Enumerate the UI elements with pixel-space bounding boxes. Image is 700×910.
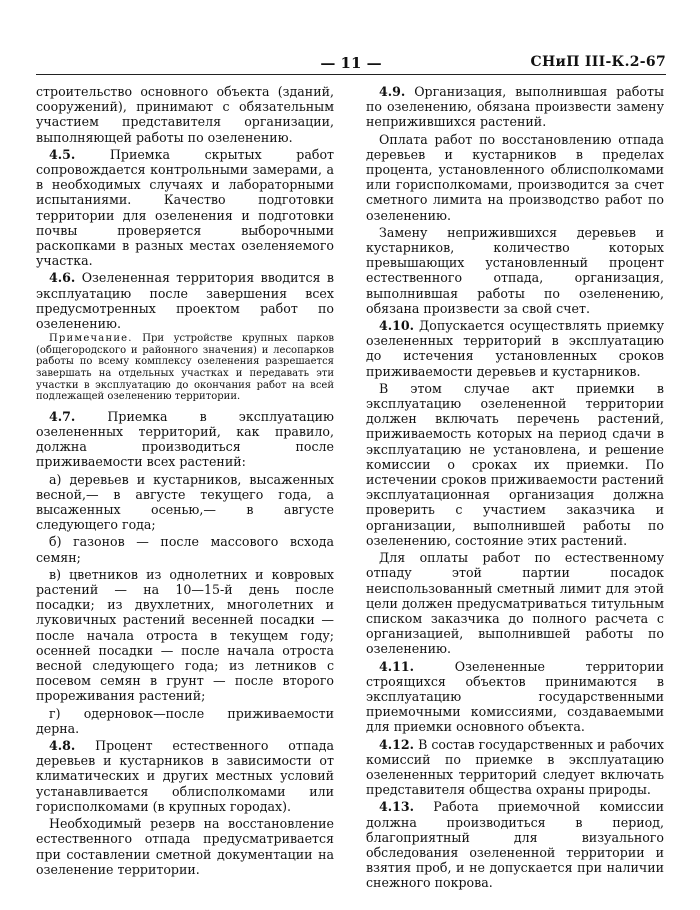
section-text: Процент естественного отпада деревьев и кустарников в зависимости от климатических и других местных условий устанавливается облисполкомами или горисполкомами (в крупных городах). <box>36 738 334 814</box>
section-4-13 <box>366 799 664 890</box>
section-text: Допускается осуществлять приемку озелененных территорий в эксплуатацию до истечения установленных сроков приживаемости деревьев и кустарников. <box>366 318 664 379</box>
section-number: 4.9. <box>379 84 406 99</box>
section-text: Озелененная территория вводится в эксплуатацию после завершения всех предусмотренных проектом работ по озеленению. <box>36 270 334 332</box>
section-number: 4.10. <box>379 318 415 334</box>
section-4-7 <box>36 409 334 470</box>
paragraph-unused-limit: Для оплаты работ по естественному отпаду этой партии посадок неиспользованный сметный лимит для этой цели должен предусматриваться титульным списком заказчика до полного расчета с организацией, выполнившей работы по озеленению. <box>366 550 664 657</box>
note-block <box>36 333 334 403</box>
section-4-9 <box>366 84 664 130</box>
section-number: 4.6. <box>49 270 76 286</box>
section-text: Работа приемочной комиссии должна производиться в период, благоприятный для визуального обследования озелененной территории и взятия проб, и не допускается при наличии снежного покрова. <box>366 799 664 891</box>
section-text: В состав государственных и рабочих комиссий по приемке в эксплуатацию озелененных территорий следует включать представителя общества охраны природы. <box>366 736 664 798</box>
paragraph-continued <box>36 84 334 145</box>
paragraph-replacement: Замену неприжившихся деревьев и кустарников, количество которых превышающих установленный процент естественного отпада, организация, выполнившая работы по озеленению, обязана произвести за свой счет. <box>366 224 664 316</box>
section-text: Озелененные территории строящихся объектов принимаются в эксплуатацию государственными приемочными комиссиями, создаваемыми для приемки основного объекта. <box>366 658 664 735</box>
section-number: 4.5. <box>49 146 76 162</box>
paragraph-payment: Оплата работ по восстановлению отпада деревьев и кустарников в пределах процента, установленного облисполкомами или горисполкомами, производится за счет сметного лимита на производство работ по озеленению. <box>366 131 664 223</box>
section-4-12 <box>366 737 664 798</box>
list-item-b: б) газонов — после массового всхода семян; <box>36 534 334 565</box>
note-label: Примечание. <box>49 333 133 345</box>
page-header <box>36 52 666 75</box>
section-text: Организация, выполнившая работы по озеленению, обязана произвести замену неприжившихся растений. <box>366 84 664 130</box>
section-4-8 <box>36 738 334 814</box>
document-code: СНиП III-К.2-67 <box>530 54 666 70</box>
note-text: При устройстве крупных парков (общегородского и районного значения) и лесопарков работы по всему комплексу озеленения разрешается завершать на отдельных участках и передавать эти участки в эксплуатацию до окончания работ на всей подлежащей озеленению территории. <box>36 333 334 403</box>
paragraph-text: строительство основного объекта (зданий, сооружений), принимают с обязательным участием представителя организации, выполняющей работы по озеленению. <box>36 84 334 145</box>
section-number: 4.13. <box>379 799 415 815</box>
section-number: 4.11. <box>379 658 415 674</box>
section-text: Приемка скрытых работ сопровождается контрольными замерами, а в необходимых случаях и лабораторными испытаниями. Качество подготовки территории для озеленения и подготовки почвы проверяется выборочными раскопками в разных местах озеленяемого участка. <box>36 146 334 269</box>
list-item-a: а) деревьев и кустарников, высаженных весной,— в августе текущего года, а высаженных осенью,— в августе следующего года; <box>36 471 334 533</box>
section-4-5 <box>36 147 334 269</box>
paragraph-act: В этом случае акт приемки в эксплуатацию озелененной территории должен включать перечень растений, приживаемость которых на период сдачи в эксплуатацию не установлена, и решение комиссии о сроках их приемки. По истечении сроков приживаемости растений эксплуатационная организация должна проверить с участием заказчика и организации, выполнившей работы по озеленению, состояние этих растений. <box>366 380 664 548</box>
left-column <box>36 84 334 879</box>
section-4-11 <box>366 659 664 735</box>
section-4-6 <box>36 270 334 331</box>
page-number: — 11 — <box>320 54 382 72</box>
section-number: 4.12. <box>379 736 415 752</box>
list-item-g: г) одерновок—после приживаемости дерна. <box>36 705 334 736</box>
section-4-10 <box>366 318 664 379</box>
list-item-v: в) цветников из однолетних и ковровых растений — на 10—15-й день после посадки; из двухлетних, многолетних и луковичных растений весенней посадки — после начала отроста в текущем году; осенней посадки — после начала отроста весной следующего года; из летников с посевом семян в грунт — после второго прореживания растений; <box>36 566 334 704</box>
section-text: Приемка в эксплуатацию озелененных территорий, как правило, должна производиться после приживаемости всех растений: <box>36 408 334 470</box>
right-column <box>366 84 664 893</box>
section-number: 4.7. <box>49 408 76 424</box>
section-number: 4.8. <box>49 738 76 754</box>
paragraph-reserve: Необходимый резерв на восстановление естественного отпада предусматривается при составлении сметной документации на озеленение территории. <box>36 816 334 877</box>
